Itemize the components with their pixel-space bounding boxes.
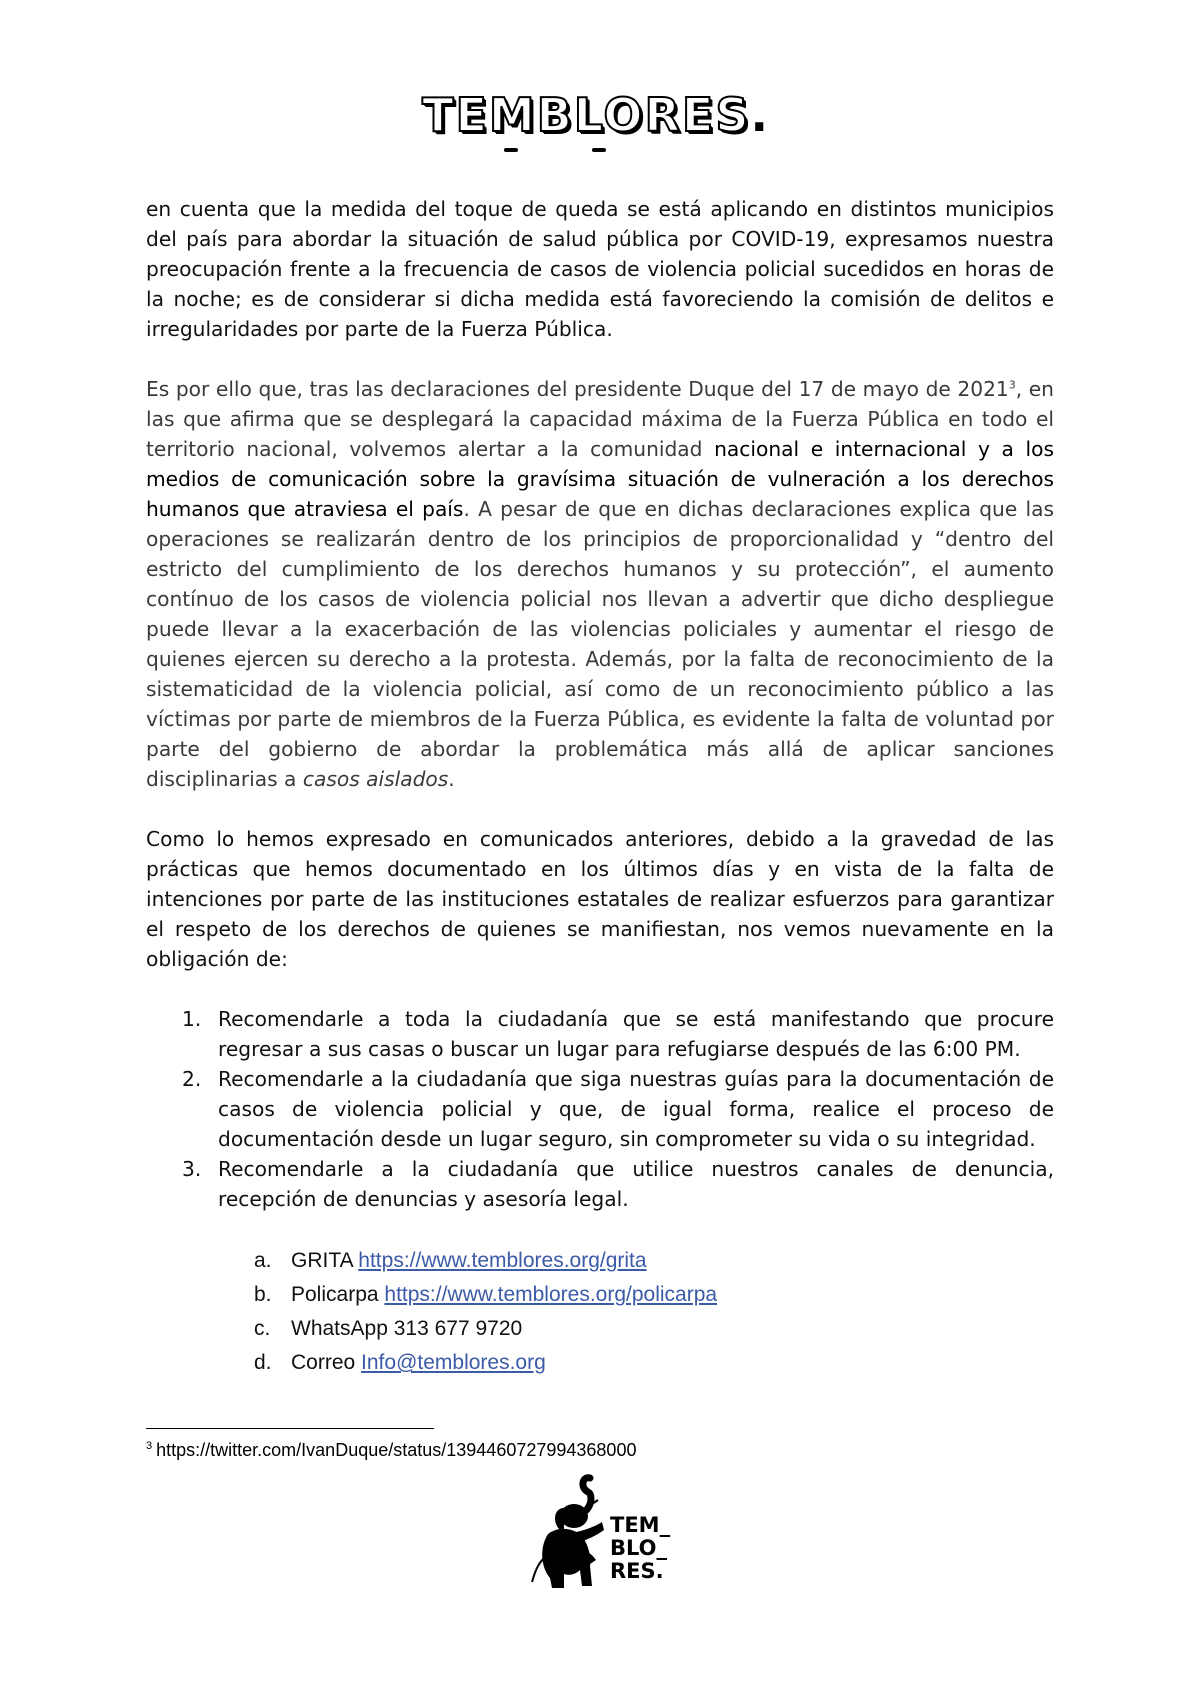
temblores-wordmark: [422, 88, 770, 142]
paragraph-3: Como lo hemos expresado en comunicados anteriores, debido a la gravedad de las prácticas que hemos documentado en los últimos días y en vista de la falta de intenciones por parte de las instituciones estatales de realizar esfuerzos para garantizar el respeto de los derechos de quienes se manifiestan, nos vemos nuevamente en la obligación de:: [146, 827, 1054, 971]
footer-wordmark: [610, 1514, 670, 1583]
recommendation-item: [146, 1064, 1054, 1154]
footnote-url[interactable]: https://twitter.com/IvanDuque/status/1394460727994368000: [156, 1440, 637, 1460]
wordmark-text: TEMBLORES: [422, 88, 751, 142]
footer-wordmark-line: RES.: [610, 1559, 664, 1583]
elephant-icon: [530, 1474, 620, 1594]
recommendations-list: [146, 1004, 1054, 1214]
footer-logo: [530, 1474, 690, 1594]
channel-item-grita: [146, 1244, 1054, 1278]
channel-label: GRITA: [291, 1249, 353, 1272]
wordmark-underscore-2: [592, 148, 606, 152]
footer-wordmark-line: TEM_: [610, 1513, 671, 1537]
paragraph-2: [146, 374, 1054, 794]
wordmark-dot: .: [750, 88, 770, 142]
channel-item-whatsapp: [146, 1312, 1054, 1346]
list-letter: a.: [254, 1249, 272, 1272]
paragraph-2-text: Es por ello que, tras las declaraciones del presidente Duque del 17 de mayo de 2021: [146, 377, 1009, 401]
footnote: [146, 1440, 636, 1461]
channel-item-policarpa: [146, 1278, 1054, 1312]
list-letter: c.: [254, 1317, 271, 1340]
header-logo: [0, 88, 1192, 142]
list-number: 2.: [182, 1067, 202, 1091]
recommendation-text: Recomendarle a toda la ciudadanía que se está manifestando que procure regresar a sus casas o buscar un lugar para refugiarse después de las 6:00 PM.: [218, 1007, 1054, 1061]
document-body: [146, 194, 1054, 1380]
list-letter: d.: [254, 1351, 272, 1374]
list-number: 3.: [182, 1157, 202, 1181]
whatsapp-number: WhatsApp 313 677 9720: [291, 1317, 523, 1340]
paragraph-2-italic: casos aislados: [302, 767, 449, 791]
email-link[interactable]: Info@temblores.org: [361, 1351, 546, 1374]
recommendation-item: [146, 1154, 1054, 1214]
channel-label: Correo: [291, 1351, 356, 1374]
recommendation-item: [146, 1004, 1054, 1064]
channel-label: Policarpa: [291, 1283, 379, 1306]
channels-list: [146, 1244, 1054, 1380]
grita-link[interactable]: https://www.temblores.org/grita: [358, 1249, 647, 1272]
recommendation-text: Recomendarle a la ciudadanía que siga nuestras guías para la documentación de casos de violencia policial y que, de igual forma, realice el proceso de documentación desde un lugar seguro, sin comprometer su vida o su integridad.: [218, 1067, 1054, 1151]
paragraph-1: en cuenta que la medida del toque de queda se está aplicando en distintos municipios del país para abordar la situación de salud pública por COVID-19, expresamos nuestra preocupación frente a la frecuencia de casos de violencia policial sucedidos en horas de la noche; es de considerar si dicha medida está favoreciendo la comisión de delitos e irregularidades por parte de la Fuerza Pública.: [146, 197, 1054, 341]
paragraph-2-end: .: [448, 767, 455, 791]
policarpa-link[interactable]: https://www.temblores.org/policarpa: [384, 1283, 718, 1306]
list-letter: b.: [254, 1283, 272, 1306]
list-number: 1.: [182, 1007, 202, 1031]
paragraph-2-text-rest: . A pesar de que en dichas declaraciones explica que las operaciones se realizarán dentro de los principios de proporcionalidad y “dentro del estricto del cumplimiento de los derechos humanos y su protección”, el aumento contínuo de los casos de violencia policial nos llevan a advertir que dicho despliegue puede llevar a la exacerbación de las violencias policiales y aumentar el riesgo de quienes ejercen su derecho a la protesta. Además, por la falta de reconocimiento de la sistematicidad de la violencia policial, así como de un reconocimiento público a las víctimas por parte de miembros de la Fuerza Pública, es evidente la falta de voluntad por parte del gobierno de abordar la problemática más allá de aplicar sanciones disciplinarias a: [146, 497, 1054, 791]
paragraph-2-text-cont: , en las que afirma que se desplegará la capacidad máxima de la Fuerza Pública en todo el territorio nacional, volvemos alertar a la comunidad: [146, 377, 1054, 461]
footnote-marker: 3: [146, 1440, 153, 1452]
footer-wordmark-line: BLO_: [610, 1536, 667, 1560]
footnote-separator: [146, 1428, 434, 1429]
channel-item-email: [146, 1346, 1054, 1380]
paragraph-2-emphasis: nacional e internacional y a los medios de comunicación sobre la gravísima situación de vulneración a los derechos humanos que atraviesa el país: [146, 437, 1054, 521]
recommendation-text: Recomendarle a la ciudadanía que utilice nuestros canales de denuncia, recepción de denuncias y asesoría legal.: [218, 1157, 1054, 1211]
footnote-reference[interactable]: 3: [1008, 378, 1016, 392]
wordmark-underscore-1: [504, 148, 518, 152]
